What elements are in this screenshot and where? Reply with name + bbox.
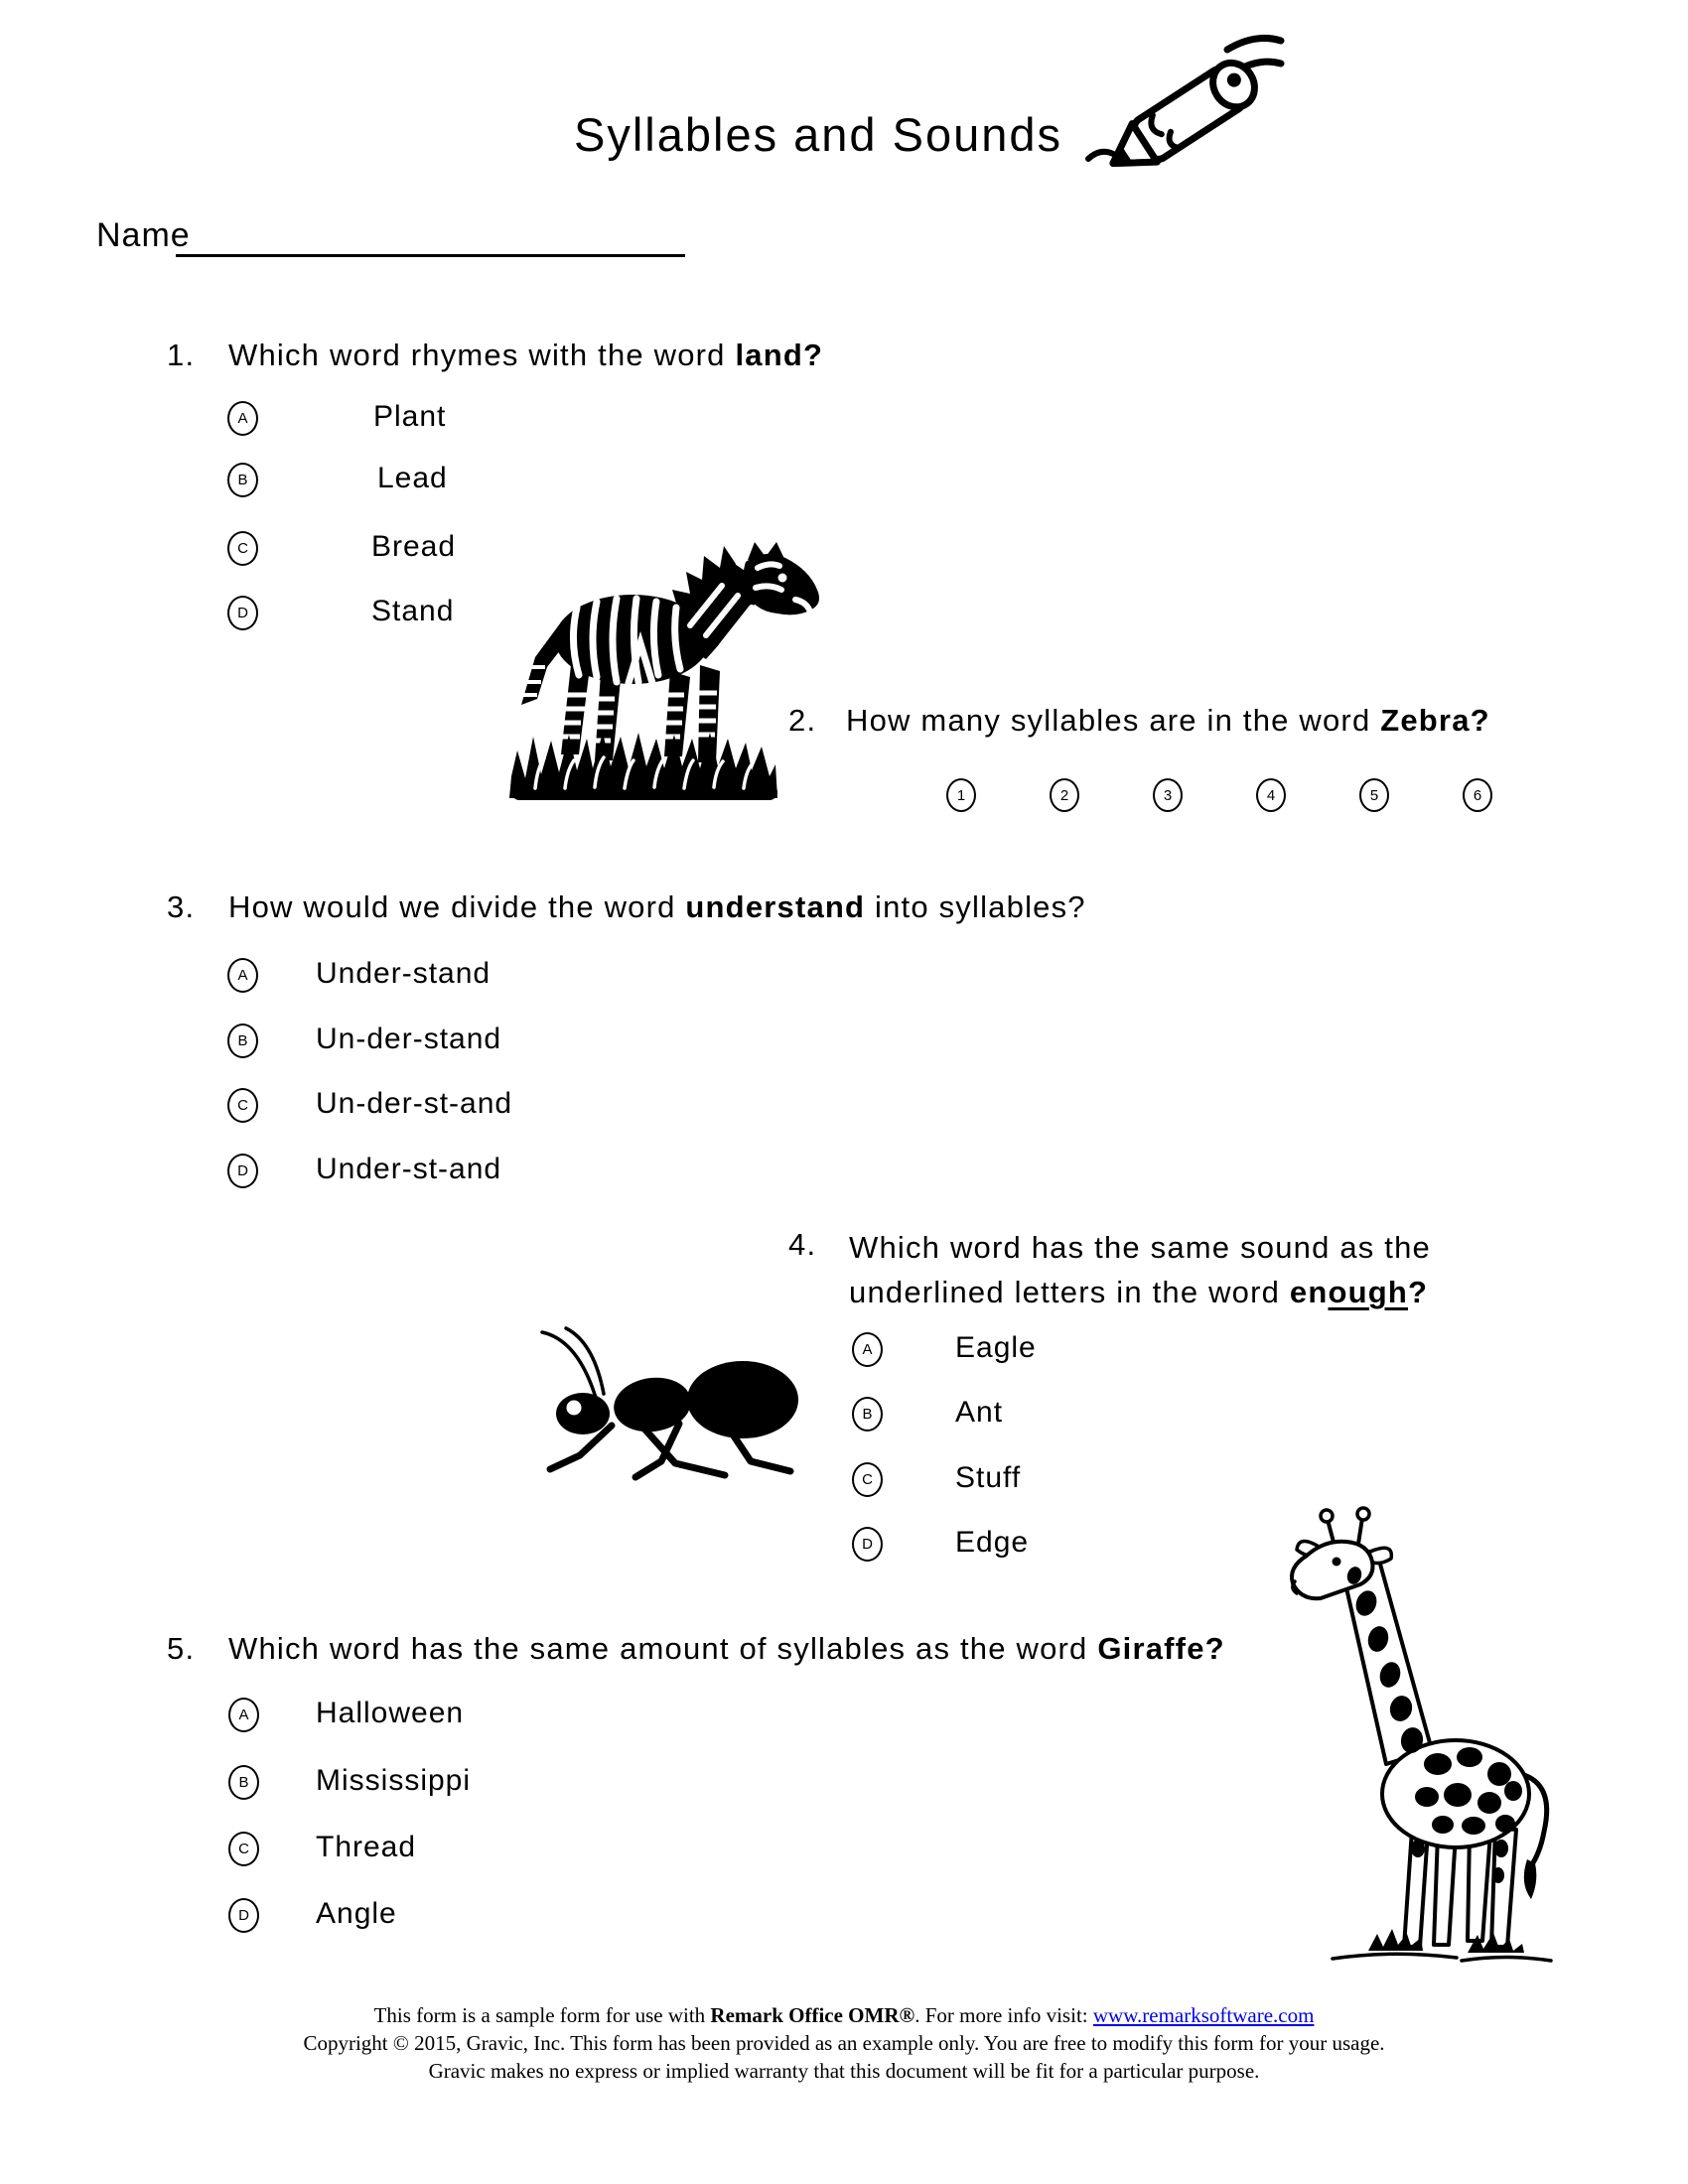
question-4-text-pre: Which word has the same sound as the underlined letters in the word [849, 1230, 1431, 1309]
footer-line-1 [0, 2003, 1688, 2027]
bubble-digit: 6 [1473, 786, 1482, 804]
bubble-letter: B [237, 1032, 248, 1049]
question-1-text-pre: Which word rhymes with the word [228, 338, 736, 372]
answer-bubble-q2-5[interactable] [1359, 778, 1389, 812]
answer-bubble-q4-a[interactable] [852, 1332, 883, 1367]
footer-link[interactable]: www.remarksoftware.com [1092, 2003, 1315, 2027]
bubble-letter: A [862, 1341, 873, 1358]
answer-bubble-q4-b[interactable] [852, 1397, 883, 1432]
answer-bubble-q1-a[interactable] [227, 401, 258, 436]
bubble-letter: D [237, 1162, 248, 1179]
question-2-text-strong: Zebra? [1380, 703, 1490, 738]
answer-bubble-q5-a[interactable] [228, 1698, 259, 1732]
answer-bubble-q1-c[interactable] [227, 531, 258, 566]
bubble-letter: A [237, 967, 248, 984]
bubble-letter: A [237, 410, 248, 427]
footer-product-name: Remark Office OMR® [710, 2003, 915, 2027]
option-label-q4-d: Edge [955, 1526, 1030, 1559]
bubble-digit: 5 [1369, 786, 1379, 804]
question-3-text-strong: understand [685, 889, 866, 924]
option-label-q1-c: Bread [371, 530, 457, 563]
question-1-number: 1. [167, 338, 196, 372]
bubble-letter: B [238, 1774, 249, 1791]
bubble-letter: B [862, 1406, 873, 1423]
question-2-text-pre: How many syllables are in the word [846, 703, 1381, 738]
bubble-letter: C [237, 540, 248, 557]
option-label-q3-b: Un-der-stand [316, 1023, 502, 1055]
pencil-doodle-icon [1080, 26, 1294, 185]
question-5-text-strong: Giraffe? [1097, 1631, 1225, 1666]
answer-bubble-q3-b[interactable] [227, 1024, 258, 1058]
bubble-digit: 2 [1059, 786, 1069, 804]
answer-bubble-q2-3[interactable] [1153, 778, 1183, 812]
footer-line1-pre: This form is a sample form for use with [373, 2003, 711, 2027]
question-3-text-post: into syllables? [865, 889, 1086, 924]
footer-line1-mid: . For more info visit: [914, 2003, 1093, 2027]
option-label-q3-c: Un-der-st-and [316, 1087, 513, 1120]
question-1-text-strong: land? [735, 338, 824, 372]
option-label-q3-d: Under-st-and [316, 1153, 502, 1185]
question-4-text [849, 1225, 1477, 1314]
bubble-letter: C [238, 1841, 249, 1857]
answer-bubble-q3-c[interactable] [227, 1088, 258, 1123]
ant-clipart [538, 1322, 808, 1486]
question-4-strong-plain: en [1289, 1275, 1329, 1309]
option-label-q4-b: Ant [955, 1396, 1004, 1429]
bubble-digit: 4 [1266, 786, 1276, 804]
answer-bubble-q1-b[interactable] [227, 463, 258, 497]
answer-bubble-q2-2[interactable] [1050, 778, 1079, 812]
name-label: Name [96, 216, 191, 254]
question-3-text-pre: How would we divide the word [228, 889, 686, 924]
question-2-number: 2. [788, 703, 817, 738]
option-label-q5-c: Thread [316, 1831, 417, 1863]
option-label-q5-a: Halloween [316, 1697, 465, 1729]
option-label-q1-b: Lead [377, 462, 448, 494]
bubble-letter: D [238, 1907, 249, 1924]
question-5-text [228, 1631, 1225, 1667]
question-1-text [228, 338, 823, 373]
answer-bubble-q4-c[interactable] [852, 1462, 883, 1497]
bubble-letter: D [862, 1536, 873, 1553]
option-label-q1-d: Stand [371, 595, 455, 627]
answer-bubble-q1-d[interactable] [227, 596, 258, 630]
answer-bubble-q2-6[interactable] [1463, 778, 1492, 812]
bubble-digit: 1 [956, 786, 966, 804]
question-2-text [846, 703, 1490, 739]
option-label-q1-a: Plant [373, 400, 447, 433]
option-label-q5-d: Angle [316, 1897, 397, 1930]
question-3-number: 3. [167, 889, 196, 924]
answer-bubble-q5-d[interactable] [228, 1898, 259, 1933]
answer-bubble-q2-1[interactable] [946, 778, 976, 812]
name-fill-in-line[interactable] [176, 254, 685, 257]
option-label-q4-a: Eagle [955, 1331, 1037, 1364]
page-title: Syllables and Sounds [574, 108, 1063, 161]
bubble-letter: A [238, 1706, 249, 1723]
answer-bubble-q2-4[interactable] [1256, 778, 1286, 812]
bubble-letter: C [862, 1471, 873, 1488]
question-3-text [228, 889, 1086, 925]
zebra-clipart [501, 538, 829, 808]
footer-line-3: Gravic makes no express or implied warranty that this document will be fit for a particular purpose. [428, 2059, 1260, 2083]
question-4-strong-tail: ? [1408, 1275, 1429, 1309]
answer-bubble-q3-d[interactable] [227, 1154, 258, 1188]
answer-bubble-q5-b[interactable] [228, 1765, 259, 1800]
answer-bubble-q3-a[interactable] [227, 958, 258, 993]
footer-line-2: Copyright © 2015, Gravic, Inc. This form has been provided as an example only. You are free to modify this form for your usage. [303, 2031, 1385, 2055]
option-label-q5-b: Mississippi [316, 1764, 472, 1797]
bubble-digit: 3 [1163, 786, 1173, 804]
option-label-q3-a: Under-stand [316, 957, 492, 990]
bubble-letter: D [237, 605, 248, 621]
question-5-number: 5. [167, 1631, 196, 1666]
bubble-letter: B [237, 472, 248, 488]
question-4-number: 4. [788, 1227, 817, 1262]
giraffe-clipart [1273, 1504, 1563, 1973]
bubble-letter: C [237, 1097, 248, 1114]
answer-bubble-q5-c[interactable] [228, 1832, 259, 1866]
question-5-text-pre: Which word has the same amount of syllables as the word [228, 1631, 1098, 1666]
question-4-strong-underlined: ough [1328, 1275, 1409, 1309]
answer-bubble-q4-d[interactable] [852, 1527, 883, 1562]
option-label-q4-c: Stuff [955, 1461, 1022, 1494]
